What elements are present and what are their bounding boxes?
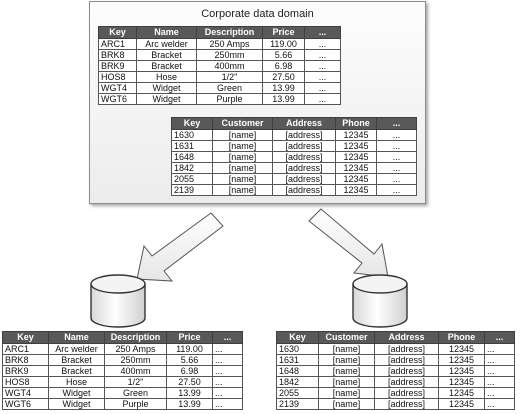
table-cell: [address] [273, 185, 336, 196]
table-cell: ARC1 [3, 344, 49, 355]
table-cell: BRK8 [3, 355, 49, 366]
table-cell: 1648 [277, 366, 319, 377]
table-cell: 5.66 [263, 50, 305, 61]
right-database-icon [353, 275, 407, 327]
table-cell: Widget [49, 388, 105, 399]
table-cell: ... [213, 344, 243, 355]
table-cell: ... [377, 152, 417, 163]
table-cell: [name] [319, 366, 375, 377]
table-cell: [address] [375, 366, 439, 377]
column-header: Description [197, 27, 263, 39]
column-header: Name [137, 27, 197, 39]
table-cell: Bracket [137, 61, 197, 72]
table-cell: Purple [105, 399, 167, 410]
table-cell: 1/2" [197, 72, 263, 83]
table-cell: Hose [137, 72, 197, 83]
table-cell: Bracket [49, 366, 105, 377]
table-cell: [address] [273, 174, 336, 185]
table-cell: 1631 [172, 141, 213, 152]
table-cell: WGT4 [99, 83, 137, 94]
table-cell: 250 Amps [197, 39, 263, 50]
table-cell: ... [305, 83, 341, 94]
table-cell: ... [377, 174, 417, 185]
right-arrow-icon [309, 209, 388, 277]
table-cell: Purple [197, 94, 263, 105]
table-cell: 12345 [336, 163, 377, 174]
table-cell: 400mm [105, 366, 167, 377]
column-header: Phone [439, 332, 485, 344]
table-cell: ... [305, 61, 341, 72]
table-cell: 13.99 [167, 388, 213, 399]
table-cell: HOS8 [3, 377, 49, 388]
table-cell: Green [105, 388, 167, 399]
table-cell: [name] [319, 399, 375, 410]
column-header: Name [49, 332, 105, 344]
table-cell: 12345 [336, 185, 377, 196]
table-cell: Hose [49, 377, 105, 388]
column-header: Key [99, 27, 137, 39]
table-cell: [name] [319, 377, 375, 388]
table-cell: 12345 [336, 174, 377, 185]
table-cell: WGT6 [3, 399, 49, 410]
table-cell: [name] [213, 174, 273, 185]
table-cell: 2139 [277, 399, 319, 410]
table-cell: ... [485, 377, 515, 388]
table-cell: Green [197, 83, 263, 94]
table-cell: BRK9 [3, 366, 49, 377]
table-cell: [name] [319, 388, 375, 399]
column-header: Customer [213, 118, 273, 130]
table-cell: ... [305, 94, 341, 105]
table-cell: Bracket [49, 355, 105, 366]
table-cell: 2055 [172, 174, 213, 185]
left-database-icon [91, 275, 145, 327]
table-cell: 12345 [439, 366, 485, 377]
column-header: Key [3, 332, 49, 344]
table-cell: Bracket [137, 50, 197, 61]
column-header: Price [167, 332, 213, 344]
column-header: Phone [336, 118, 377, 130]
table-cell: Widget [137, 83, 197, 94]
table-cell: 12345 [439, 377, 485, 388]
table-cell: ... [305, 72, 341, 83]
table-cell: 250mm [105, 355, 167, 366]
table-cell: 12345 [439, 344, 485, 355]
table-cell: 13.99 [263, 94, 305, 105]
table-cell: 5.66 [167, 355, 213, 366]
table-cell: ... [377, 163, 417, 174]
table-cell: [address] [273, 152, 336, 163]
column-header: Customer [319, 332, 375, 344]
column-header: ... [485, 332, 515, 344]
column-header: Key [277, 332, 319, 344]
table-cell: ... [305, 50, 341, 61]
table-cell: ... [213, 366, 243, 377]
table-cell: [address] [273, 130, 336, 141]
table-cell: [address] [375, 377, 439, 388]
table-cell: [address] [273, 141, 336, 152]
table-cell: 119.00 [263, 39, 305, 50]
table-cell: Arc welder [49, 344, 105, 355]
table-cell: ... [485, 344, 515, 355]
table-cell: ... [213, 377, 243, 388]
table-cell: ... [485, 388, 515, 399]
table-cell: 119.00 [167, 344, 213, 355]
column-header: ... [305, 27, 341, 39]
table-cell: 12345 [336, 141, 377, 152]
table-cell: 1842 [277, 377, 319, 388]
table-cell: ... [377, 130, 417, 141]
table-cell: [name] [213, 163, 273, 174]
column-header: Address [273, 118, 336, 130]
table-cell: 250mm [197, 50, 263, 61]
table-cell: ... [485, 355, 515, 366]
table-cell: 12345 [439, 388, 485, 399]
table-cell: ... [213, 399, 243, 410]
table-cell: [address] [375, 344, 439, 355]
table-cell: 1631 [277, 355, 319, 366]
table-cell: 2055 [277, 388, 319, 399]
table-cell: 250 Amps [105, 344, 167, 355]
table-cell: ... [213, 355, 243, 366]
table-cell: 1648 [172, 152, 213, 163]
table-cell: [address] [375, 399, 439, 410]
table-cell: 13.99 [167, 399, 213, 410]
table-cell: 12345 [439, 399, 485, 410]
column-header: ... [377, 118, 417, 130]
table-cell: ... [485, 399, 515, 410]
table-cell: [name] [213, 152, 273, 163]
table-cell: 12345 [439, 355, 485, 366]
table-cell: 400mm [197, 61, 263, 72]
table-cell: ... [377, 141, 417, 152]
table-cell: BRK9 [99, 61, 137, 72]
table-cell: ... [305, 39, 341, 50]
table-cell: [name] [213, 185, 273, 196]
table-cell: BRK8 [99, 50, 137, 61]
table-cell: Widget [49, 399, 105, 410]
table-cell: Arc welder [137, 39, 197, 50]
column-header: Address [375, 332, 439, 344]
table-cell: [name] [319, 344, 375, 355]
table-cell: WGT6 [99, 94, 137, 105]
table-cell: 13.99 [263, 83, 305, 94]
column-header: Key [172, 118, 213, 130]
table-cell: 27.50 [263, 72, 305, 83]
table-cell: [address] [375, 355, 439, 366]
column-header: Description [105, 332, 167, 344]
table-cell: [address] [375, 388, 439, 399]
column-header: Price [263, 27, 305, 39]
table-cell: 6.98 [167, 366, 213, 377]
table-cell: 6.98 [263, 61, 305, 72]
table-cell: 1842 [172, 163, 213, 174]
column-header: ... [213, 332, 243, 344]
table-cell: [address] [273, 163, 336, 174]
table-cell: 27.50 [167, 377, 213, 388]
table-cell: ... [485, 366, 515, 377]
table-cell: [name] [213, 141, 273, 152]
table-cell: 2139 [172, 185, 213, 196]
table-cell: [name] [319, 355, 375, 366]
table-cell: HOS8 [99, 72, 137, 83]
table-cell: ARC1 [99, 39, 137, 50]
table-cell: ... [377, 185, 417, 196]
table-cell: 12345 [336, 130, 377, 141]
table-cell: [name] [213, 130, 273, 141]
table-cell: 1/2" [105, 377, 167, 388]
table-cell: WGT4 [3, 388, 49, 399]
left-arrow-icon [137, 213, 223, 281]
table-cell: Widget [137, 94, 197, 105]
table-cell: ... [213, 388, 243, 399]
table-cell: 1630 [172, 130, 213, 141]
domain-title: Corporate data domain [201, 8, 314, 20]
table-cell: 12345 [336, 152, 377, 163]
table-cell: 1630 [277, 344, 319, 355]
